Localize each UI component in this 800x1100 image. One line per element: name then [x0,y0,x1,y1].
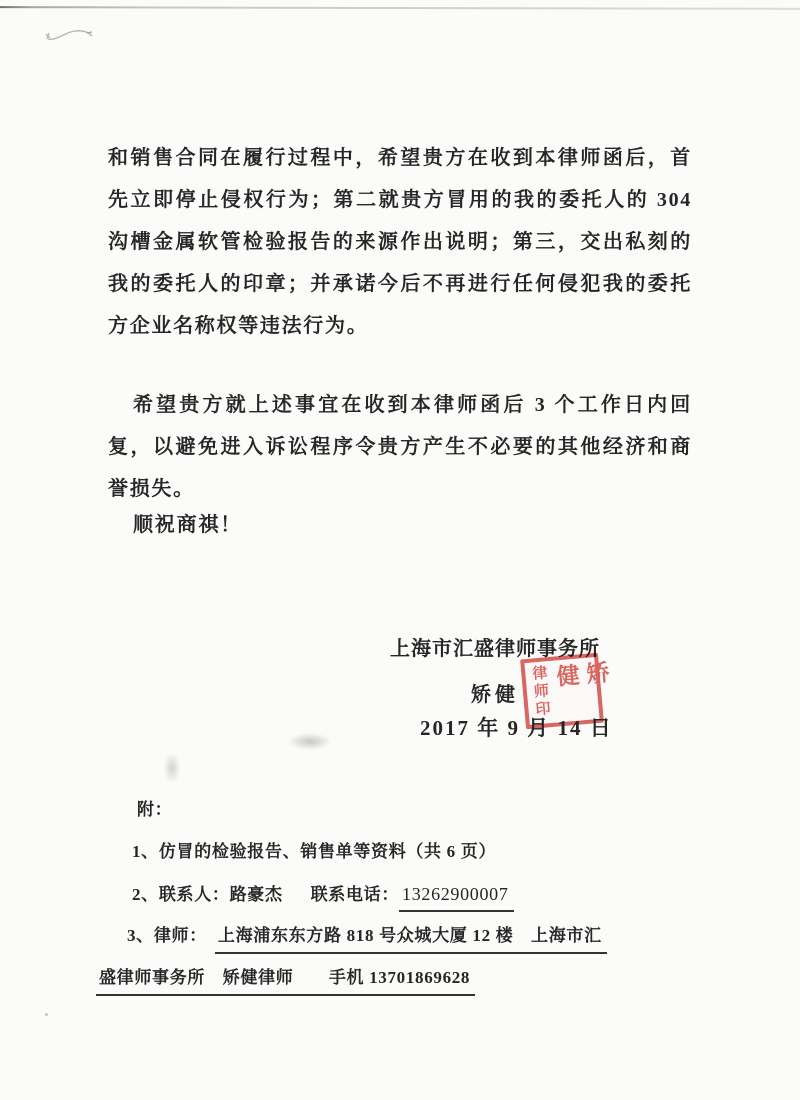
letter-date: 2017 年 9 月 14 日 [420,716,613,740]
attachment-item-1: 1、仿冒的检验报告、销售单等资料（共 6 页） [132,842,497,861]
seal-column-right: 矫健 [552,659,611,695]
contact-person: 2、联系人：路豪杰 [132,885,283,904]
paragraph-line: 誉损失。 [108,478,195,500]
phone-label: 联系电话： [310,885,400,904]
body-paragraph-2 [108,384,692,510]
paragraph-line: 方企业名称权等违法行为。 [108,315,369,337]
paragraph-line: 我的委托人的印章；并承诺今后不再进行任何侵犯我的委托 [108,273,692,295]
attachment-item-2 [132,881,514,912]
pencil-scribble-mark [44,24,96,46]
paragraph-line: 沟槽金属软管检验报告的来源作出说明；第三，交出私刻的 [108,231,692,253]
scan-speck [45,1013,48,1016]
seal-column-left: 律师印 [529,664,551,720]
attachment-item-3-continuation [96,965,475,996]
lawyer-name: 矫健 [471,684,519,706]
paragraph-line: 和销售合同在履行过程中，希望贵方在收到本律师函后，首 [108,147,692,169]
lawyer-label: 3、律师： [127,926,207,945]
attachment-item-3 [127,923,607,954]
scan-smudge [288,733,332,750]
lawyer-address: 上海浦东东方路 818 号众城大厦 12 楼 上海市汇 [215,923,607,954]
closing-salutation: 顺祝商祺！ [133,514,242,536]
paragraph-line: 先立即停止侵权行为；第二就贵方冒用的我的委托人的 304 [108,189,692,211]
attachments-heading: 附： [137,800,173,819]
contact-phone-number: 13262900007 [399,881,513,912]
firm-lawyer-mobile: 盛律师事务所 矫健律师 手机 13701869628 [96,965,475,996]
scan-artifact-top-line [0,6,800,10]
paragraph-line: 希望贵方就上述事宜在收到本律师函后 3 个工作日内回 [133,394,692,416]
paragraph-line: 复，以避免进入诉讼程序令贵方产生不必要的其他经济和商 [108,436,692,458]
law-firm-name: 上海市汇盛律师事务所 [390,638,600,660]
body-paragraph-1 [108,137,692,347]
scan-smudge [164,753,180,783]
